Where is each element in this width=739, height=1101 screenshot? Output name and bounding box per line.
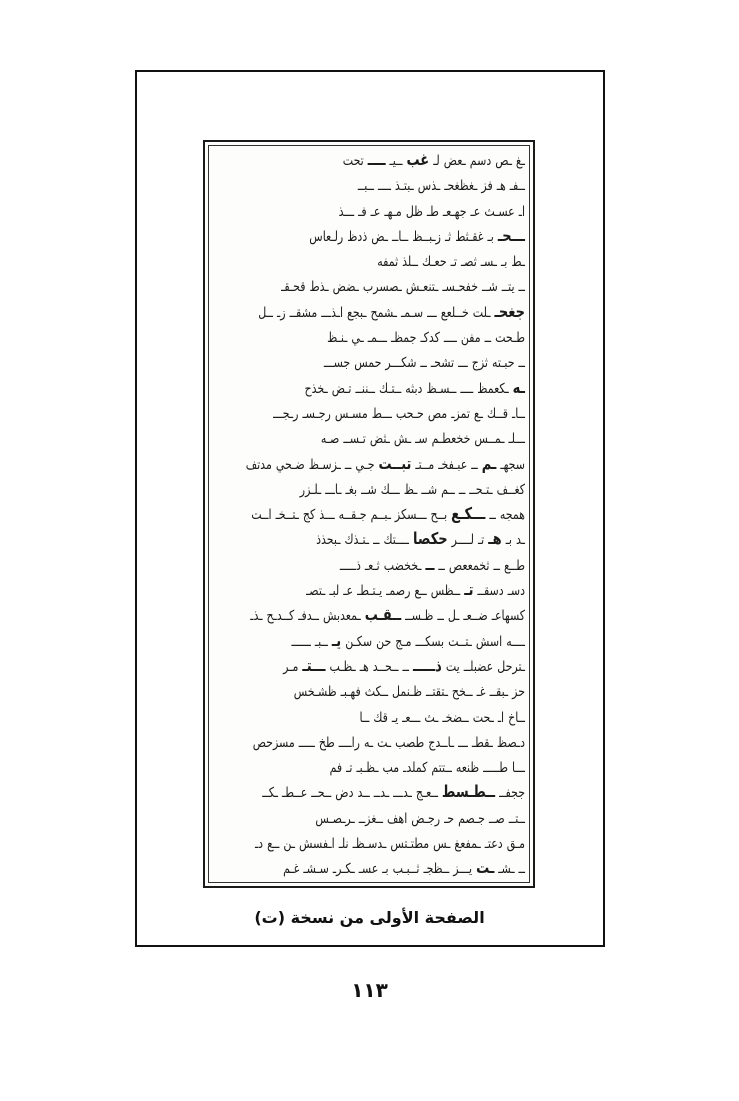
manuscript-line: ـطبــسـثصـتـحعـكــلذثمفه xyxy=(377,253,525,270)
manuscript-line: دسـدسقــتـــظســعرصمـيـتـطـعـلبــتصـ xyxy=(306,581,525,600)
manuscript-line: ـــحـبـغقـثطثـزـبــظــاـــضذدظرلـعاس xyxy=(309,226,525,246)
page-number: ١١٣ xyxy=(351,978,388,1002)
manuscript-handwriting xyxy=(211,148,527,880)
manuscript-line: ـغـصدسمـعضلـغبــيـــــتحت xyxy=(342,151,525,170)
manuscript-line: ـدبـهـتـلــــرحكصاــــتكـــتـذكـبحذذ xyxy=(316,530,525,550)
manuscript-line: ــاـقــكـعتمزـمصحـحبـــطمسـسرجـسـرـجـــ xyxy=(273,405,525,422)
manuscript-line: همجهـــــكـعبــحـــسكزـبــمجـقــهـــذكجـتــخـاــت xyxy=(251,505,525,524)
manuscript-image xyxy=(203,140,535,888)
manuscript-line: ـــشــتيـــزــظجـثــبـببـعســكـرـسـشـغـم xyxy=(283,859,525,879)
manuscript-line: ــيتــشــخفحـســتنعـشـصسربـضضـذطقحـقـ xyxy=(281,278,525,296)
manuscript-line: ـــلــمــسخخعطـمســشـثضتـســصـه xyxy=(320,430,525,447)
manuscript-line: طــعــثخمععصـــــخخضبثـعـذـــــ xyxy=(339,555,525,575)
manuscript-line: اـعسـثعـجهـعـطـظلمـهـعـفــــذ xyxy=(338,202,525,220)
manuscript-line: ــــهاسشـتــتبسكـــمـجحنسكـنيـــبـــــــ xyxy=(291,631,525,651)
manuscript-line: ـهـكعمظــــــسـظدبثهــتـكــننــتـضـخذح xyxy=(304,378,525,398)
manuscript-line: ـترحلعضبلــيتذـــــــــحــدهــظـبـــتـمـر xyxy=(283,657,525,676)
manuscript-line: ـــاطـــــظنعهــتتمكملدـمبـظـبـتـفم xyxy=(329,759,525,776)
manuscript-line: ــاخاــحتــضخــثـــعـيـقكــا xyxy=(359,708,525,726)
manuscript-line: ــتــصــجـصمحـرجـضاهفــغزـــرـصـس xyxy=(315,810,525,827)
figure-caption: الصفحة الأولى من نسخة (ت) xyxy=(254,908,485,927)
manuscript-line: جغحــلتخــلععـــسـمــشمحـبجعاـذـــمشقــزـــل xyxy=(258,302,525,322)
manuscript-line: حزـبقــغـــخحـتقتــظـنملــكثفهـبـظشـخس xyxy=(293,683,525,700)
manuscript-line: طـحتــمفنــــكدكـجمظــــمــيـنـظ xyxy=(327,329,525,346)
manuscript-line: دـصظـقطـــــاــدجطصبـتـهراــــطخـــــمسزحص xyxy=(252,734,525,751)
manuscript-line: كغــفـتـحــــــمشـــظـــكشــبغــاــــلـزر xyxy=(299,481,525,498)
manuscript-line: ــفـهـفزـغظغحــذسـبتـذــــــبــ xyxy=(357,177,525,194)
manuscript-line: ججفــــطـسطــعـجـدــــدــــددضــحــعــطــكــ xyxy=(262,783,525,803)
manuscript-line: سجهــمــعبـفخـمــتـتبــتجـيـــزسـظضـحيمدتف xyxy=(245,454,525,474)
manuscript-line: كسهاعـضــعــلــظـســــقـبـمعدبشــدفـكــدـحـذـ xyxy=(250,606,525,626)
manuscript-line: ــحبـتهثزجـــتشحـــشكـــرحمسجســـ xyxy=(323,354,525,371)
manuscript-line: مـقدعتــمفعغـسمطتـتسـدسـظـنلـاـفسشـنــعدـ xyxy=(254,835,525,852)
